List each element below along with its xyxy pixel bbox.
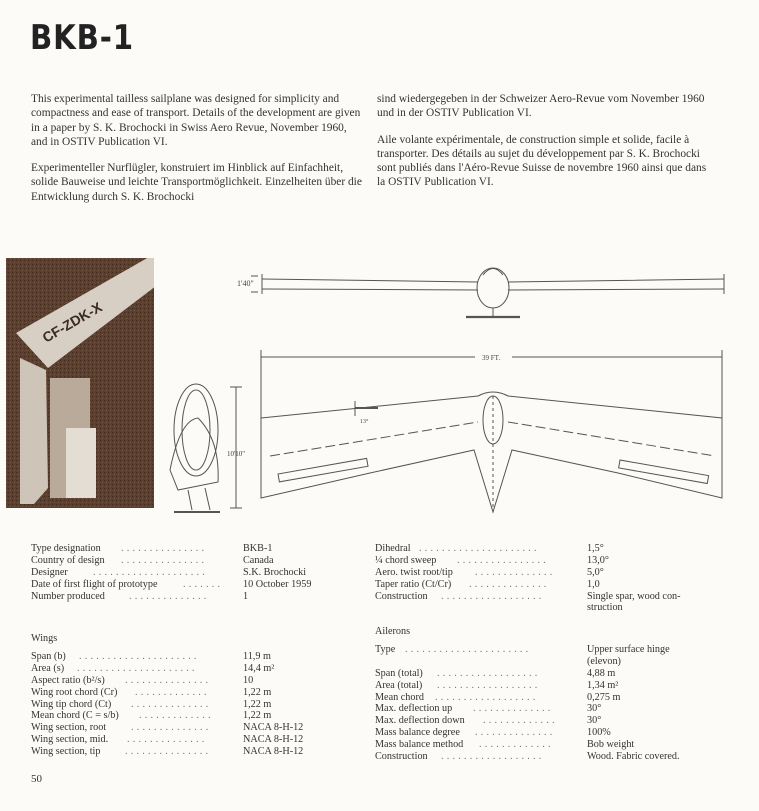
spec-label: Wing section, root [31,722,107,734]
spec-value: Bob weight [587,739,635,751]
spec-value: Canada [243,554,274,566]
spec-label: Construction [375,590,428,602]
spec-label: Wing root chord (Cr) [31,686,118,698]
page-title: BKB-1 [30,18,135,58]
spec-value: 1,34 m² [587,679,619,691]
front-view [251,268,724,317]
leader-dots: .............. [127,734,208,746]
wings-heading: Wings [31,633,58,644]
spec-value: Upper surface hinge [587,644,670,655]
leader-dots: .................. [435,691,539,703]
intro-column-left [31,92,366,216]
leader-dots: ....... [183,578,224,590]
leader-dots: .............. [129,590,210,602]
leader-dots: ............. [479,739,554,751]
spec-label: Max. deflection down [375,715,465,727]
span-dimension-label: 39 FT. [482,354,501,362]
leader-dots: ..................... [79,651,200,662]
spec-value: 1,0 [587,578,600,590]
spec-label: ¼ chord sweep [375,554,437,566]
spec-value: 100% [587,727,611,739]
spec-value: 11,9 m [243,651,271,662]
spec-value: 13,0° [587,554,609,566]
glider-photo [6,258,154,508]
spec-value: 1,22 m [243,698,272,710]
leader-dots: .............. [131,698,212,710]
spec-label: Mean chord [375,691,424,703]
spec-label: Type [375,644,396,655]
spec-value: S.K. Brochocki [243,566,307,578]
intro-column-right [377,92,710,202]
leader-dots: ...................... [405,644,532,655]
spec-value: 5,0° [587,566,604,578]
spec-label: Wing section, tip [31,746,101,758]
spec-label: Mean chord (C = s/b) [31,710,119,722]
spec-label: Country of design [31,554,105,566]
spec-label: Mass balance degree [375,727,460,739]
leader-dots: ..................... [77,662,198,674]
intro-english: This experimental tailless sailplane was designed for simplicity and compactness and ease of transport. Details of the development are given in a paper by S. K. Brochocki in Swiss Aero Revue, November 1960, and in OSTIV Publication VI. [31,93,361,148]
spec-label: Date of first flight of prototype [31,578,158,590]
spec-label: Aspect ratio (b²/s) [31,674,105,686]
leader-dots: ..................... [419,543,540,554]
spec-value: Single spar, wood con- [587,590,681,602]
leader-dots: ............... [125,746,212,758]
spec-value: (elevon) [587,655,621,667]
spec-label: Mass balance method [375,739,464,751]
leader-dots: ............. [139,710,214,722]
side-height-dimension: 10'10" [227,450,246,458]
spec-value: 14,4 m² [243,662,275,674]
intro-german-part1: Experimenteller Nurflügler, konstruiert im Hinblick auf Einfachheit, solide Bauweise und leichte Transportmöglichkeit. Einzelheiten über die Entwicklung durch S. K. Brochocki [31,162,362,203]
spec-value: 4,88 m [587,667,616,679]
spec-value: 10 October 1959 [243,578,312,590]
spec-label: Area (total) [375,679,423,691]
leader-dots: ............. [483,715,558,727]
spec-value: 1 [243,590,249,602]
spec-label: Taper ratio (Ct/Cr) [375,578,452,590]
spec-label: Area (s) [31,662,65,674]
side-view [170,384,242,512]
spec-value: 0,275 m [587,691,621,703]
leader-dots: .................. [437,667,541,679]
leader-dots: .................. [441,751,545,763]
span-dimension [261,350,722,498]
spec-value: NACA 8-H-12 [243,734,304,746]
spec-value: 1,22 m [243,710,272,722]
spec-label: Number produced [31,590,105,602]
leader-dots: ............... [125,674,212,686]
leader-dots: .............. [131,722,212,734]
spec-label: Span (total) [375,667,423,679]
intro-german-part2: sind wiedergegeben in der Schweizer Aero-Revue vom November 1960 und in der OSTIV Publication VI. [377,93,705,120]
spec-label: Max. deflection up [375,703,453,715]
spec-label: Wing tip chord (Ct) [31,698,112,710]
front-height-dimension: 1'40" [237,279,254,288]
spec-label: Aero. twist root/tip [375,566,453,578]
leader-dots: .............. [473,703,554,715]
leader-dots: ............... [121,554,208,566]
spec-value: 10 [243,674,254,686]
leader-dots: .................. [441,590,545,602]
intro-french: Aile volante expérimentale, de construction simple et solide, facile à transporter. Des détails au sujet du développement par S. K. Brochocki sont publiés dans l'Aéro-Revue Suisse de novembre 1960 ainsi que dans la OSTIV Publication VI. [377,133,707,189]
spec-value: NACA 8-H-12 [243,722,304,734]
leader-dots: ............... [121,543,208,554]
spec-label: Construction [375,751,428,763]
leader-dots: .............. [475,727,556,739]
spec-value: 1,22 m [243,686,272,698]
leader-dots: .............. [475,566,556,578]
spec-label: Designer [31,566,68,578]
registration-mark: CF-ZDK-X [39,298,105,346]
spec-value: struction [587,602,623,614]
spec-value: 1,5° [587,543,604,554]
glider-photo-image [6,258,154,508]
ailerons-heading: Ailerons [375,626,411,637]
spec-label: Wing section, mid. [31,734,109,746]
spec-value: Wood. Fabric covered. [587,751,680,763]
spec-value: 30° [587,715,602,727]
page-number: 50 [31,773,42,785]
plan-view [261,392,722,512]
spec-value: 30° [587,703,602,715]
sweep-label: 13° [360,419,369,425]
spec-label: Span (b) [31,651,66,662]
leader-dots: ................ [457,554,549,566]
leader-dots: .................... [93,566,208,578]
spec-value: BKB-1 [243,543,273,554]
spec-value: NACA 8-H-12 [243,746,304,758]
leader-dots: ............. [135,686,210,698]
spec-label: Type designation [31,543,101,554]
leader-dots: .................. [437,679,541,691]
spec-label: Dihedral [375,543,411,554]
leader-dots: .............. [469,578,550,590]
